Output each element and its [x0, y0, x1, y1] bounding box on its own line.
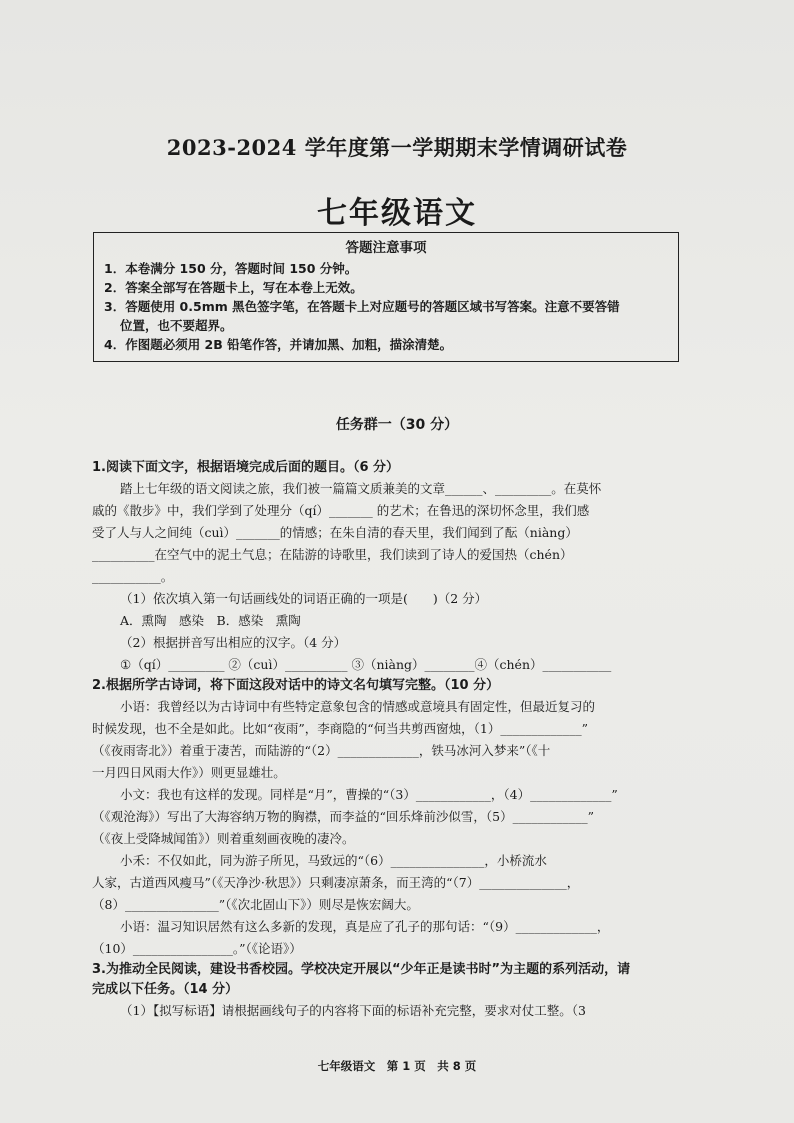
notice-item: 1．本卷满分 150 分，答题时间 150 分钟。 — [104, 261, 358, 276]
question-text: 戚的《散步》中，我们学到了处理分（qí）_______ 的艺术；在鲁迅的深切怀念里，我们感 — [92, 503, 590, 518]
question-text: （10）________________。”（《论语》） — [92, 941, 302, 956]
page-footer: 七年级语文 第 1 页 共 8 页 — [317, 1059, 477, 1073]
question-text: 小禾：不仅如此，同为游子所见，马致远的“（6）_______________，小桥流水 — [120, 853, 547, 868]
answer-options: A．熏陶 感染 B．感染 熏陶 — [120, 613, 301, 628]
sub-question: （1）【拟写标语】请根据画线句子的内容将下面的标语补充完整，要求对仗工整。（3 — [120, 1003, 586, 1018]
pinyin-blanks: ①（qí）_________ ②（cuì）__________ ③（niàng）________④（chén）___________ — [120, 657, 612, 672]
question-text: 一月四日风雨大作》）则更显雄壮。 — [92, 765, 286, 780]
notice-title: 答题注意事项 — [345, 240, 427, 256]
question-text: 人家，古道西风瘦马”（《天净沙·秋思》）只剩凄凉萧条，而王湾的“（7）______________， — [92, 875, 580, 890]
question-text: 小文：我也有这样的发现。同样是“月”，曹操的“（3）____________，（4）_____________” — [120, 787, 618, 802]
section-heading: 任务群一（30 分） — [335, 417, 459, 433]
question-text: 小语：我曾经以为古诗词中有些特定意象包含的情感或意境具有固定性，但最近复习的 — [120, 699, 596, 714]
notice-item: 3．答题使用 0.5mm 黑色签字笔，在答题卡上对应题号的答题区域书写答案。注意不要答错 — [104, 299, 620, 314]
question-text: （《观沧海》）写出了大海容纳万物的胸襟，而李益的“回乐烽前沙似雪，（5）____________” — [92, 809, 594, 824]
question-text: （8）_______________”（《次北固山下》）则尽是恢宏阔大。 — [92, 897, 419, 912]
exam-subject: 七年级语文 — [317, 196, 477, 231]
question-text: 踏上七年级的语文阅读之旅，我们被一篇篇文质兼美的文章______、_________。在莫怀 — [120, 481, 602, 496]
sub-question: （2）根据拼音写出相应的汉字。（4 分） — [120, 635, 347, 650]
question-text: 受了人与人之间纯（cuì）_______的情感；在朱自清的春天里，我们闻到了酝（niàng） — [92, 525, 578, 540]
question-1-title: 1.阅读下面文字，根据语境完成后面的题目。（6 分） — [92, 460, 400, 475]
question-text: __________在空气中的泥土气息；在陆游的诗歌里，我们读到了诗人的爱国热（chén） — [92, 547, 573, 562]
questions — [92, 458, 688, 1022]
notice-box — [93, 232, 679, 362]
question-text: ___________。 — [92, 569, 174, 584]
notice-item: 2．答案全部写在答题卡上，写在本卷上无效。 — [104, 280, 363, 295]
question-text: （《夜上受降城闻笛》）则着重刻画夜晚的凄冷。 — [92, 831, 355, 846]
question-2-title: 2.根据所学古诗词，将下面这段对话中的诗文名句填写完整。（10 分） — [92, 678, 500, 693]
exam-title: 2023-2024 学年度第一学期期末学情调研试卷 — [166, 135, 628, 160]
sub-question: （1）依次填入第一句话画线处的词语正确的一项是( )（2 分） — [120, 591, 488, 606]
question-3-title: 3.为推动全民阅读，建设书香校园。学校决定开展以“少年正是读书时”为主题的系列活动，请 — [92, 962, 631, 977]
question-3-title-cont: 完成以下任务。（14 分） — [92, 982, 239, 997]
question-text: 小语：温习知识居然有这么多新的发现，真是应了孔子的那句话：“（9）_____________， — [120, 919, 610, 934]
notice-item: 4．作图题必须用 2B 铅笔作答，并请加黑、加粗，描涂清楚。 — [104, 337, 453, 352]
question-text: 时候发现，也不全是如此。比如“夜雨”，李商隐的“何当共剪西窗烛，（1）_____________” — [92, 721, 589, 736]
notice-item: 位置，也不要超界。 — [120, 318, 233, 333]
question-text: （《夜雨寄北》）着重于凄苦，而陆游的“（2）_____________，铁马冰河入梦来”（《十 — [92, 743, 551, 758]
